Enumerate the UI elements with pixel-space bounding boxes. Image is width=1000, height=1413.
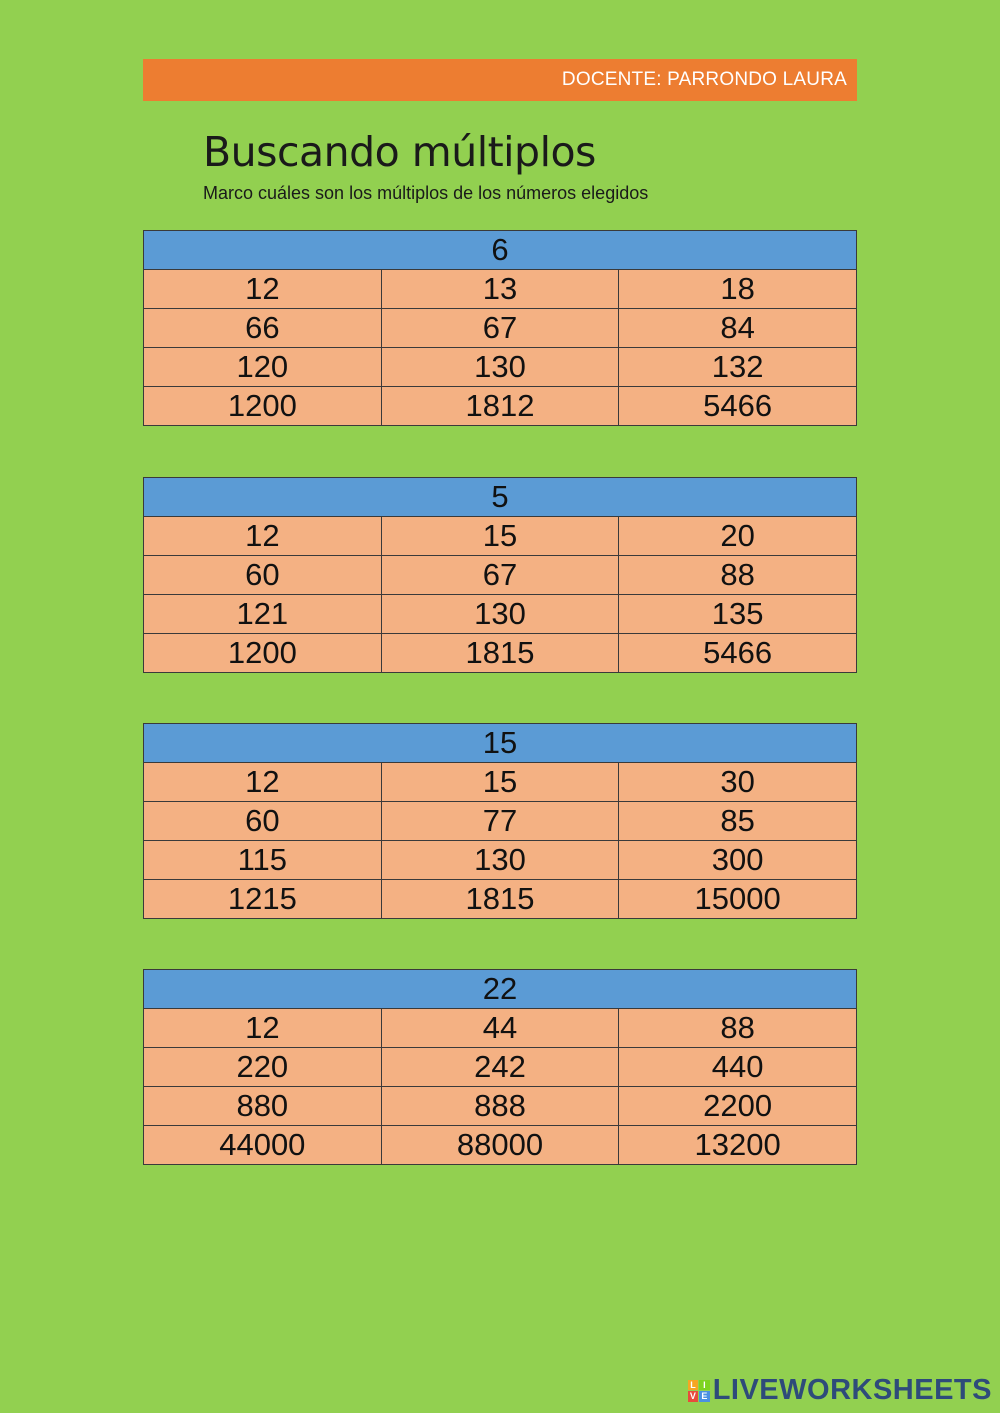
table-row	[144, 1126, 857, 1165]
table-row	[144, 595, 857, 634]
liveworksheets-logo	[688, 1374, 992, 1407]
number-cell[interactable]: 44000	[144, 1126, 382, 1165]
number-cell[interactable]: 60	[144, 802, 382, 841]
number-cell[interactable]: 84	[619, 309, 857, 348]
table-header-number: 15	[144, 724, 857, 763]
number-cell[interactable]: 888	[381, 1087, 619, 1126]
number-cell[interactable]: 13	[381, 270, 619, 309]
number-cell[interactable]: 1815	[381, 880, 619, 919]
number-cell[interactable]: 88	[619, 556, 857, 595]
number-cell[interactable]: 135	[619, 595, 857, 634]
table-row	[144, 634, 857, 673]
multiples-table-15	[143, 723, 857, 919]
table-row	[144, 802, 857, 841]
number-cell[interactable]: 130	[381, 595, 619, 634]
number-cell[interactable]: 1815	[381, 634, 619, 673]
table-row	[144, 1087, 857, 1126]
multiples-table-22	[143, 969, 857, 1165]
number-cell[interactable]: 1200	[144, 634, 382, 673]
table-row	[144, 348, 857, 387]
number-cell[interactable]: 88000	[381, 1126, 619, 1165]
logo-text: LIVEWORKSHEETS	[712, 1374, 992, 1406]
table-row	[144, 556, 857, 595]
number-cell[interactable]: 220	[144, 1048, 382, 1087]
number-cell[interactable]: 30	[619, 763, 857, 802]
number-cell[interactable]: 1215	[144, 880, 382, 919]
number-cell[interactable]: 1200	[144, 387, 382, 426]
number-cell[interactable]: 12	[144, 1009, 382, 1048]
table-header-number: 5	[144, 478, 857, 517]
number-cell[interactable]: 60	[144, 556, 382, 595]
teacher-label: DOCENTE: PARRONDO LAURA	[561, 69, 847, 90]
number-cell[interactable]: 85	[619, 802, 857, 841]
number-cell[interactable]: 67	[381, 556, 619, 595]
number-cell[interactable]: 15	[381, 517, 619, 556]
number-cell[interactable]: 2200	[619, 1087, 857, 1126]
number-cell[interactable]: 5466	[619, 634, 857, 673]
number-cell[interactable]: 88	[619, 1009, 857, 1048]
number-cell[interactable]: 12	[144, 763, 382, 802]
liveworksheets-logo-icon	[688, 1380, 710, 1402]
number-cell[interactable]: 67	[381, 309, 619, 348]
table-row	[144, 309, 857, 348]
number-cell[interactable]: 77	[381, 802, 619, 841]
number-cell[interactable]: 18	[619, 270, 857, 309]
number-cell[interactable]: 44	[381, 1009, 619, 1048]
number-cell[interactable]: 300	[619, 841, 857, 880]
table-row	[144, 270, 857, 309]
number-cell[interactable]: 5466	[619, 387, 857, 426]
number-cell[interactable]: 12	[144, 270, 382, 309]
multiples-table-6	[143, 230, 857, 426]
number-cell[interactable]: 15000	[619, 880, 857, 919]
number-cell[interactable]: 130	[381, 348, 619, 387]
logo-mark-letter: I	[699, 1380, 710, 1391]
table-row	[144, 517, 857, 556]
number-cell[interactable]: 880	[144, 1087, 382, 1126]
table-header-number: 6	[144, 231, 857, 270]
number-cell[interactable]: 132	[619, 348, 857, 387]
table-row	[144, 387, 857, 426]
logo-mark-letter: V	[688, 1391, 699, 1402]
number-cell[interactable]: 242	[381, 1048, 619, 1087]
number-cell[interactable]: 121	[144, 595, 382, 634]
number-cell[interactable]: 130	[381, 841, 619, 880]
number-cell[interactable]: 120	[144, 348, 382, 387]
page-title: Buscando múltiplos	[203, 128, 596, 176]
multiples-table-5	[143, 477, 857, 673]
logo-mark-letter: L	[688, 1380, 699, 1391]
table-header-number: 22	[144, 970, 857, 1009]
table-row	[144, 1009, 857, 1048]
number-cell[interactable]: 20	[619, 517, 857, 556]
number-cell[interactable]: 440	[619, 1048, 857, 1087]
number-cell[interactable]: 13200	[619, 1126, 857, 1165]
number-cell[interactable]: 66	[144, 309, 382, 348]
number-cell[interactable]: 12	[144, 517, 382, 556]
table-row	[144, 841, 857, 880]
table-row	[144, 880, 857, 919]
table-row	[144, 1048, 857, 1087]
number-cell[interactable]: 1812	[381, 387, 619, 426]
header-bar	[143, 59, 857, 101]
number-cell[interactable]: 15	[381, 763, 619, 802]
page-subtitle: Marco cuáles son los múltiplos de los números elegidos	[203, 183, 649, 203]
number-cell[interactable]: 115	[144, 841, 382, 880]
logo-mark-letter: E	[699, 1391, 710, 1402]
table-row	[144, 763, 857, 802]
